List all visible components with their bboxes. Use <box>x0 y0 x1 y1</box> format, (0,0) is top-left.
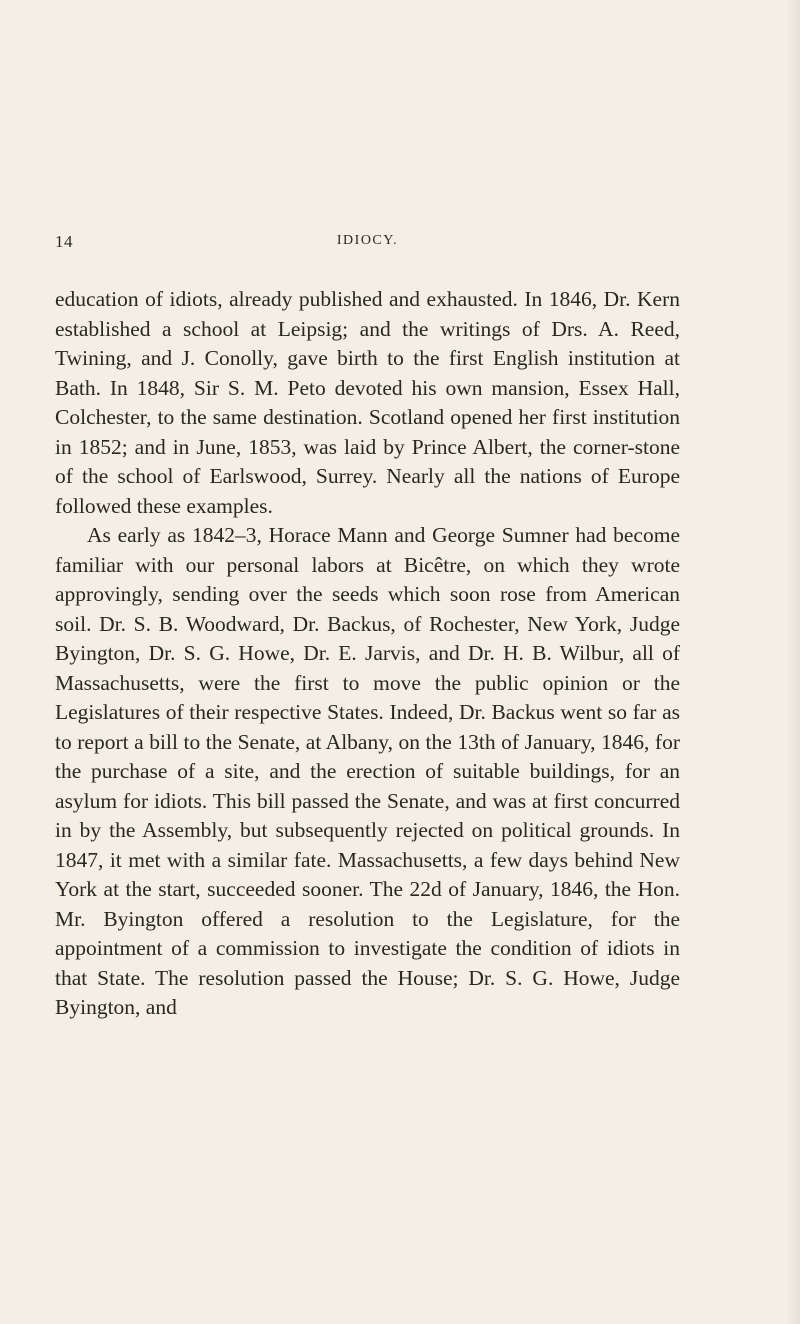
page-edge-shadow <box>786 0 800 1324</box>
page-header <box>55 232 680 258</box>
paragraph: As early as 1842–3, Horace Mann and George Sumner had become familiar with our personal labors at Bicêtre, on which they wrote approvingly, sending over the seeds which soon rose from American soil. Dr. S. B. Woodward, Dr. Backus, of Rochester, New York, Judge Byington, Dr. S. G. Howe, Dr. E. Jarvis, and Dr. H. B. Wilbur, all of Massachusetts, were the first to move the public opinion or the Legislatures of their respective States. Indeed, Dr. Backus went so far as to report a bill to the Senate, at Albany, on the 13th of January, 1846, for the purchase of a site, and the erection of suitable buildings, for an asylum for idiots. This bill passed the Senate, and was at first concurred in by the Assembly, but subsequently rejected on political grounds. In 1847, it met with a similar fate. Massachusetts, a few days behind New York at the start, succeeded sooner. The 22d of January, 1846, the Hon. Mr. Byington offered a resolution to the Legislature, for the appointment of a commission to investigate the condition of idiots in that State. The resolution passed the House; Dr. S. G. Howe, Judge Byington, and <box>55 523 680 1019</box>
paragraph-continued: education of idiots, already published and exhausted. In 1846, Dr. Kern established a school at Leipsig; and the writings of Drs. A. Reed, Twining, and J. Conolly, gave birth to the first English institution at Bath. In 1848, Sir S. M. Peto devoted his own mansion, Essex Hall, Colchester, to the same destination. Scotland opened her first institution in 1852; and in June, 1853, was laid by Prince Albert, the corner-stone of the school of Earlswood, Surrey. Nearly all the nations of Europe followed these examples. <box>55 287 680 518</box>
page-number: 14 <box>55 232 73 251</box>
body-text <box>55 285 680 1023</box>
running-head: IDIOCY. <box>336 233 399 248</box>
